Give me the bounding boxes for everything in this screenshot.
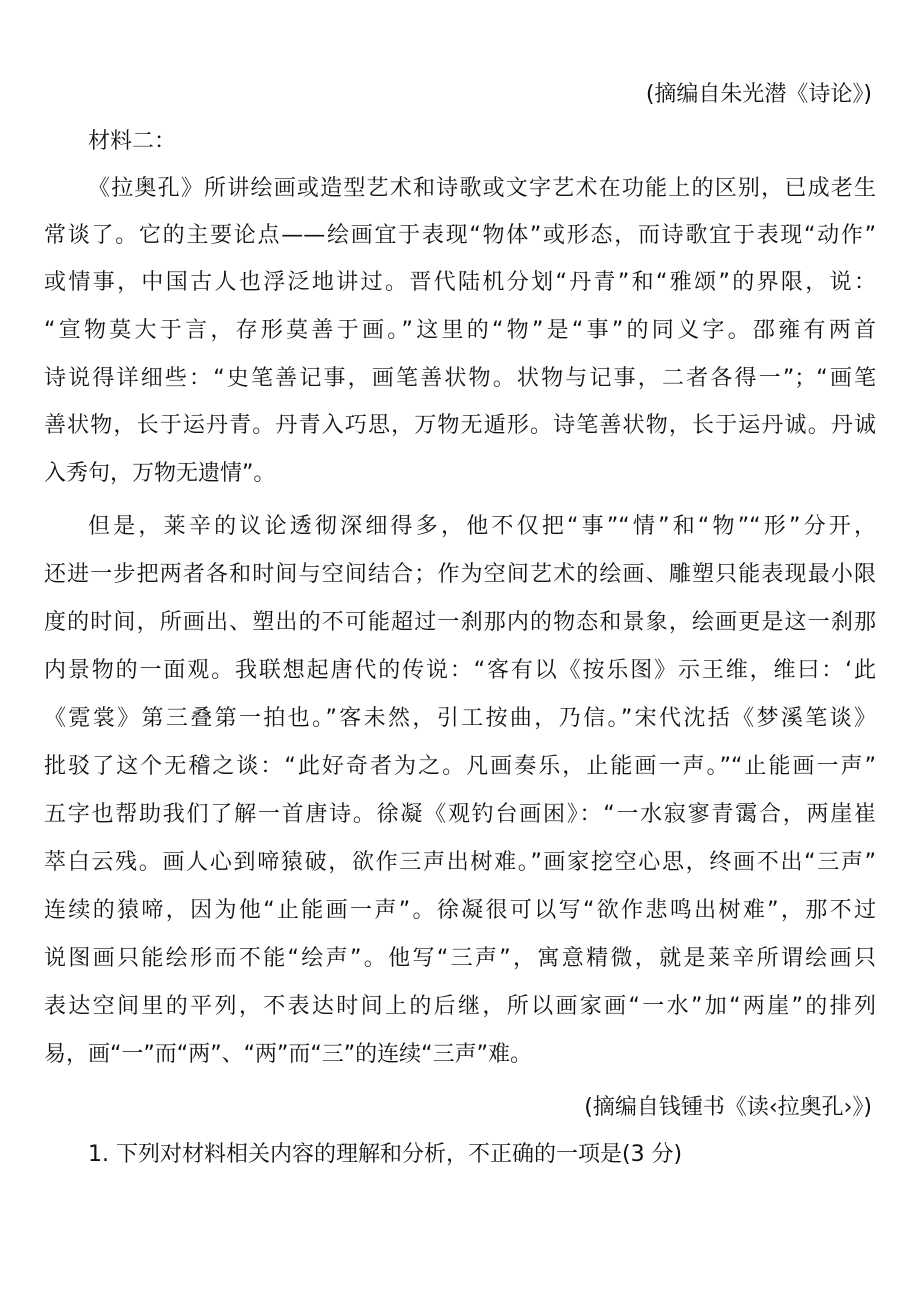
paragraph2-line: 《霓裳》第三叠第一拍也。”客未然，引工按曲，乃信。”宋代沈括《梦溪笔谈》 [44, 706, 876, 731]
paragraph2-line: 萃白云残。画人心到啼猿破，欲作三声出树难。”画家挖空心思，终画不出“三声” [44, 850, 876, 875]
question-1: 1. 下列对材料相关内容的理解和分析，不正确的一项是(3 分) [88, 1142, 683, 1167]
material2-source: (摘编自钱锺书《读‹拉奥孔›》) [584, 1095, 872, 1120]
paragraph2-line: 内景物的一面观。我联想起唐代的传说：“客有以《按乐图》示王维，维曰：‘此 [44, 658, 876, 683]
paragraph1-line: 入秀句，万物无遗情”。 [44, 461, 276, 486]
paragraph2-line: 易，画“一”而“两”、“两”而“三”的连续“三声”难。 [44, 1042, 532, 1067]
paragraph2-line: 连续的猿啼，因为他“止能画一声”。徐凝很可以写“欲作悲鸣出树难”，那不过 [44, 898, 876, 923]
paragraph2-line: 度的时间，所画出、塑出的不可能超过一刹那内的物态和景象，绘画更是这一刹那 [44, 610, 876, 635]
material2-heading: 材料二： [88, 129, 177, 154]
paragraph1-line: 诗说得详细些：“史笔善记事，画笔善状物。状物与记事，二者各得一”；“画笔 [44, 366, 876, 391]
paragraph1-line: 或情事，中国古人也浮泛地讲过。晋代陆机分划“丹青”和“雅颂”的界限，说： [44, 270, 876, 295]
paragraph2-line: 但是，莱辛的议论透彻深细得多，他不仅把“事”“情”和“物”“形”分开， [88, 514, 876, 539]
paragraph1-line: 常谈了。它的主要论点——绘画宜于表现“物体”或形态，而诗歌宜于表现“动作” [44, 223, 876, 248]
material1-source: (摘编自朱光潜《诗论》) [645, 82, 872, 107]
paragraph2-line: 还进一步把两者各和时间与空间结合；作为空间艺术的绘画、雕塑只能表现最小限 [44, 562, 876, 587]
paragraph1-line: “宣物莫大于言，存形莫善于画。”这里的“物”是“事”的同义字。邵雍有两首 [44, 318, 876, 343]
paragraph2-line: 说图画只能绘形而不能“绘声”。他写“三声”，寓意精微，就是莱辛所谓绘画只 [44, 946, 876, 971]
paragraph2-line: 批驳了这个无稽之谈：“此好奇者为之。凡画奏乐，止能画一声。”“止能画一声” [44, 754, 876, 779]
paragraph1-line: 《拉奥孔》所讲绘画或造型艺术和诗歌或文字艺术在功能上的区别，已成老生 [88, 176, 876, 201]
paragraph1-line: 善状物，长于运丹青。丹青入巧思，万物无遁形。诗笔善状物，长于运丹诚。丹诚 [44, 413, 876, 438]
paragraph2-line: 五字也帮助我们了解一首唐诗。徐凝《观钓台画困》：“一水寂寥青霭合，两崖崔 [44, 802, 876, 827]
paragraph2-line: 表达空间里的平列，不表达时间上的后继，所以画家画“一水”加“两崖”的排列 [44, 994, 876, 1019]
